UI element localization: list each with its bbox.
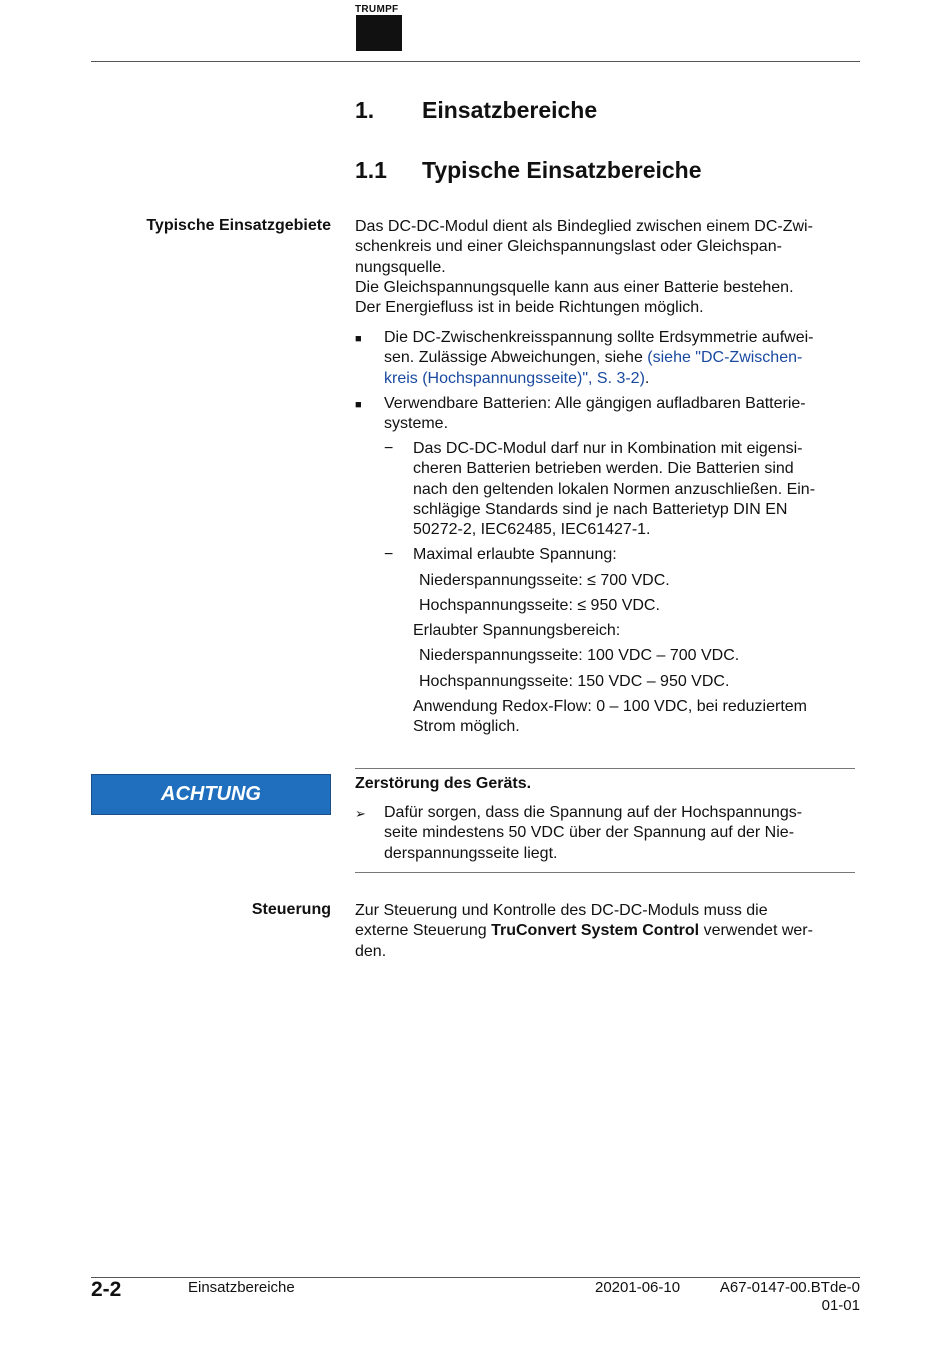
dash-line: nach den geltenden lokalen Normen anzuschließen. Ein- xyxy=(413,480,816,498)
intro-line: Die Gleichspannungsquelle kann aus einer Batterie bestehen. xyxy=(355,278,794,296)
steuerung-line: verwendet wer- xyxy=(699,922,813,940)
section-heading xyxy=(355,157,702,184)
intro-line: Das DC-DC-Modul dient als Bindeglied zwischen einem DC-Zwi- xyxy=(355,218,813,235)
product-name: TruConvert System Control xyxy=(491,922,700,940)
square-bullet-icon: ■ xyxy=(355,333,362,345)
footer-date: 20201-06-10 xyxy=(595,1279,681,1296)
voltage-range-low: Niederspannungsseite: 100 VDC – 700 VDC. xyxy=(419,647,740,664)
steuerung-paragraph xyxy=(355,901,855,962)
intro-line: schenkreis und einer Gleichspannungslast oder Gleichspan- xyxy=(355,238,782,256)
warning-title: Zerstörung des Geräts. xyxy=(355,775,532,792)
steuerung-line: den. xyxy=(355,942,387,960)
dash-item-spannung xyxy=(384,545,855,565)
footer-document-id xyxy=(720,1279,860,1315)
dash-line: cheren Batterien betrieben werden. Die Batterien sind xyxy=(413,460,794,478)
footer-rule xyxy=(91,1277,860,1278)
margin-label-steuerung: Steuerung xyxy=(251,901,331,918)
bullet-line: sen. Zulässige Abweichungen, siehe xyxy=(384,349,648,367)
header-rule xyxy=(91,61,860,62)
bullet-item-erdsymmetrie xyxy=(355,328,855,389)
warning-bottom-rule xyxy=(355,872,855,873)
chapter-number: 1. xyxy=(355,97,375,123)
steuerung-line: Zur Steuerung und Kontrolle des DC-DC-Moduls muss die xyxy=(355,902,768,919)
dash-bullet-icon: − xyxy=(384,440,394,457)
warning-line: derspannungsseite liegt. xyxy=(384,844,558,862)
voltage-max-high: Hochspannungsseite: ≤ 950 VDC. xyxy=(419,597,660,614)
cross-reference-link[interactable]: (siehe "DC-Zwischen- xyxy=(647,349,803,367)
cross-reference-link[interactable]: kreis (Hochspannungsseite)", S. 3-2) xyxy=(384,369,645,387)
brand-logo-text: TRUMPF xyxy=(355,4,399,15)
dash-line: Das DC-DC-Modul darf nur in Kombination mit eigensi- xyxy=(413,440,803,457)
intro-line: nungsquelle. xyxy=(355,258,446,276)
document-id-line: A67-0147-00.BTde-0 xyxy=(719,1279,860,1296)
achtung-warning-box xyxy=(91,774,331,815)
warning-line: Dafür sorgen, dass die Spannung auf der Hochspannungs- xyxy=(384,804,803,821)
footer-chapter: Einsatzbereiche xyxy=(188,1279,295,1296)
chapter-title: Einsatzbereiche xyxy=(422,97,598,123)
redox-line: Strom möglich. xyxy=(413,718,520,736)
dash-bullet-icon: − xyxy=(384,546,394,563)
dash-item-eigensicher xyxy=(384,439,855,540)
dash-line: 50272-2, IEC62485, IEC61427-1. xyxy=(413,521,651,539)
voltage-range-title: Erlaubter Spannungsbereich: xyxy=(413,622,621,639)
bullet-item-batterien xyxy=(355,394,855,435)
warning-instruction xyxy=(355,803,855,864)
voltage-range-high: Hochspannungsseite: 150 VDC – 950 VDC. xyxy=(419,673,730,690)
dash-line: Maximal erlaubte Spannung: xyxy=(413,546,617,563)
bullet-line: Die DC-Zwischenkreisspannung sollte Erdsymmetrie aufwei- xyxy=(384,329,814,346)
redox-line: Anwendung Redox-Flow: 0 – 100 VDC, bei reduziertem xyxy=(413,698,807,715)
section-number: 1.1 xyxy=(355,157,387,183)
dash-line: schlägige Standards sind je nach Batterietyp DIN EN xyxy=(413,500,788,518)
redox-flow-note xyxy=(413,697,855,738)
bullet-line: systeme. xyxy=(384,415,449,433)
square-bullet-icon: ■ xyxy=(355,399,362,411)
brand-logo-block xyxy=(356,15,402,51)
steuerung-line: externe Steuerung xyxy=(355,922,492,940)
bullet-line: Verwendbare Batterien: Alle gängigen aufladbaren Batterie- xyxy=(384,395,806,412)
warning-line: seite mindestens 50 VDC über der Spannung auf der Nie- xyxy=(384,824,795,842)
chapter-heading xyxy=(355,97,597,124)
bullet-line: . xyxy=(644,369,650,387)
section-title: Typische Einsatzbereiche xyxy=(422,157,702,183)
voltage-max-low: Niederspannungsseite: ≤ 700 VDC. xyxy=(419,572,670,589)
achtung-label: ACHTUNG xyxy=(161,783,261,805)
arrow-bullet-icon: ➢ xyxy=(355,806,366,821)
page-number: 2-2 xyxy=(91,1278,122,1301)
document-id-line: 01-01 xyxy=(821,1297,860,1314)
intro-line: Der Energiefluss ist in beide Richtungen möglich. xyxy=(355,299,704,317)
warning-top-rule xyxy=(355,768,855,769)
margin-label-typische-einsatzgebiete: Typische Einsatzgebiete xyxy=(146,217,331,234)
intro-paragraph xyxy=(355,217,855,318)
